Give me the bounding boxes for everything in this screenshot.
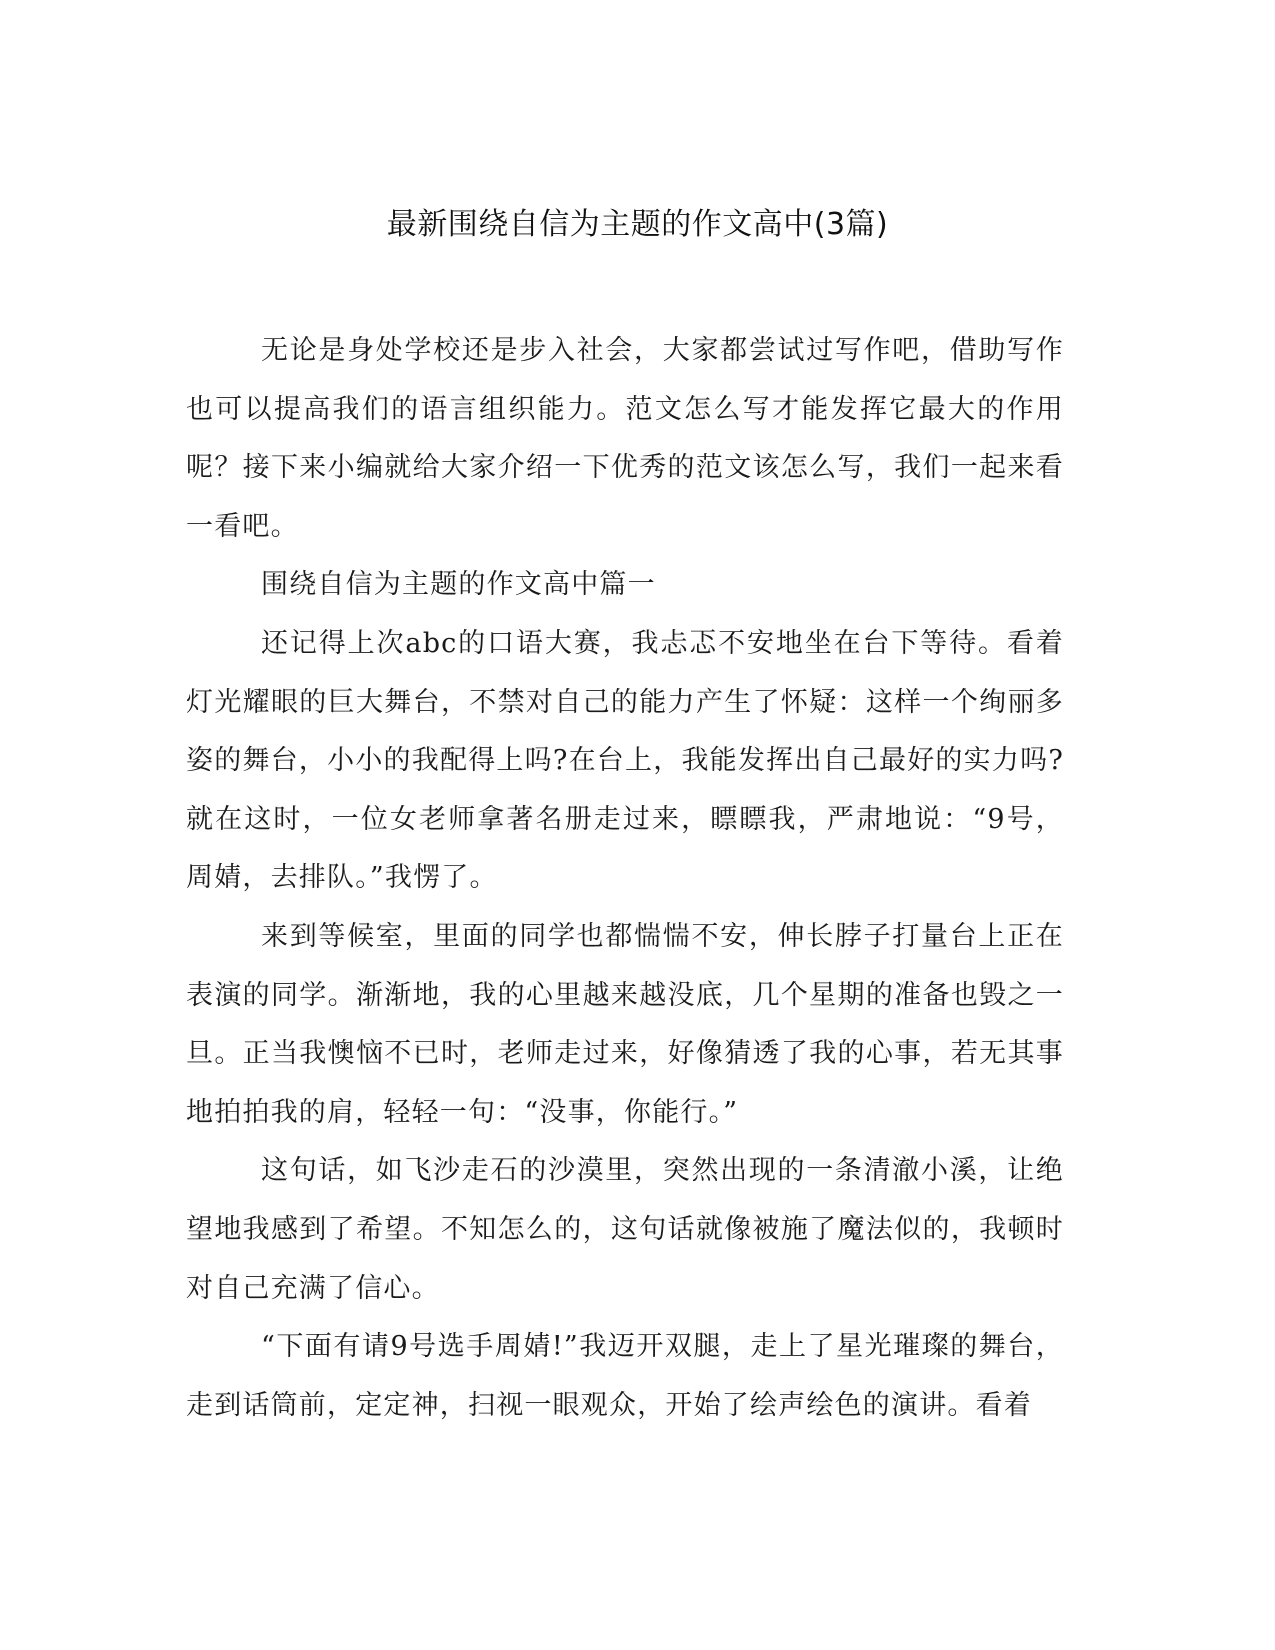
- body-paragraph: 还记得上次abc的口语大赛，我忐忑不安地坐在台下等待。看着灯光耀眼的巨大舞台，不禁对自己的能力产生了怀疑：这样一个绚丽多姿的舞台，小小的我配得上吗?在台上，我能发挥出自己最好的实力吗?就在这时，一位女老师拿著名册走过来，瞟瞟我，严肃地说：“9号，周婧，去排队。”我愣了。: [186, 627, 1064, 894]
- section-heading: 围绕自信为主题的作文高中篇一: [261, 569, 656, 601]
- body-paragraph: 这句话，如飞沙走石的沙漠里，突然出现的一条清澈小溪，让绝望地我感到了希望。不知怎么的，这句话就像被施了魔法似的，我顿时对自己充满了信心。: [186, 1155, 1064, 1304]
- document-body: [186, 322, 1064, 1435]
- document-title: 最新围绕自信为主题的作文高中(3篇): [386, 207, 889, 242]
- intro-paragraph: 无论是身处学校还是步入社会，大家都尝试过写作吧，借助写作也可以提高我们的语言组织能力。范文怎么写才能发挥它最大的作用呢？接下来小编就给大家介绍一下优秀的范文该怎么写，我们一起来看一看吧。: [186, 335, 1064, 542]
- body-paragraph: 来到等候室，里面的同学也都惴惴不安，伸长脖子打量台上正在表演的同学。渐渐地，我的心里越来越没底，几个星期的准备也毁之一旦。正当我懊恼不已时，老师走过来，好像猜透了我的心事，若无其事地拍拍我的肩，轻轻一句：“没事，你能行。”: [186, 920, 1064, 1128]
- body-paragraph: “下面有请9号选手周婧!”我迈开双腿，走上了星光璀璨的舞台，走到话筒前，定定神，扫视一眼观众，开始了绘声绘色的演讲。看着: [186, 1331, 1064, 1421]
